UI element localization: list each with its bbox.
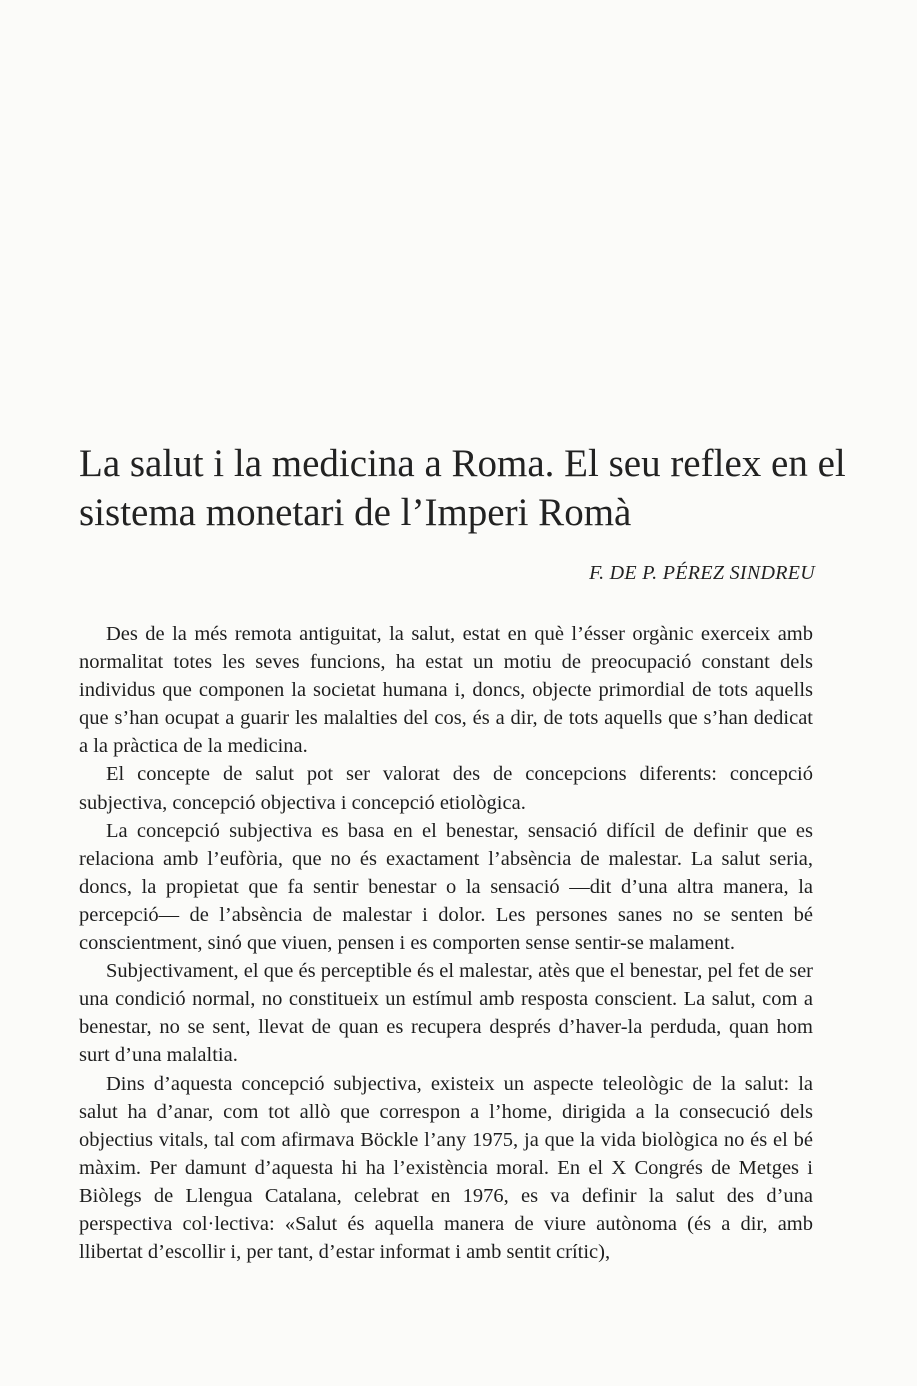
paragraph: El concepte de salut pot ser valorat des de concepcions diferents: concepció subjectiva, concepció objectiva i concepció etiològica. — [79, 763, 813, 814]
paragraph: Des de la més remota antiguitat, la salut, estat en què l’ésser orgànic exerceix amb normalitat totes les seves funcions, ha estat un motiu de preocupació constant dels individus que componen la societat humana i, doncs, objecte primordial de tots aquells que s’han ocupat a guarir les malalties del cos, és a dir, de tots aquells que s’han dedicat a la pràctica de la medicina. — [79, 623, 813, 758]
article-body — [79, 620, 813, 1266]
article-title: La salut i la medicina a Roma. El seu reflex en el sistema monetari de l’Imperi Romà — [79, 442, 846, 534]
paragraph: Subjectivament, el que és perceptible és el malestar, atès que el benestar, pel fet de ser una condició normal, no constitueix un estímul amb resposta conscient. La salut, com a benestar, no se sent, llevat de quan es recupera després d’haver-la perduda, quan hom surt d’una malaltia. — [79, 960, 813, 1067]
article-author: F. DE P. PÉREZ SINDREU — [589, 562, 815, 584]
paragraph: Dins d’aquesta concepció subjectiva, existeix un aspecte teleològic de la salut: la salut ha d’anar, com tot allò que correspon a l’home, dirigida a la consecució dels objectius vitals, tal com afirmava Böckle l’any 1975, ja que la vida biològica no és el bé màxim. Per damunt d’aquesta hi ha l’existència moral. En el X Congrés de Metges i Biòlegs de Llengua Catalana, celebrat en 1976, es va definir la salut des d’una perspectiva col·lectiva: «Salut és aquella manera de viure autònoma (és a dir, amb llibertat d’escollir i, per tant, d’estar informat i amb sentit crític), — [79, 1072, 813, 1264]
paragraph: La concepció subjectiva es basa en el benestar, sensació difícil de definir que es relaciona amb l’eufòria, que no és exactament l’absència de malestar. La salut seria, doncs, la propietat que fa sentir benestar o la sensació —dit d’una altra manera, la percepció— de l’absència de malestar i dolor. Les persones sanes no se senten bé conscientment, sinó que viuen, pensen i es comporten sense sentir-se malament. — [79, 819, 813, 955]
